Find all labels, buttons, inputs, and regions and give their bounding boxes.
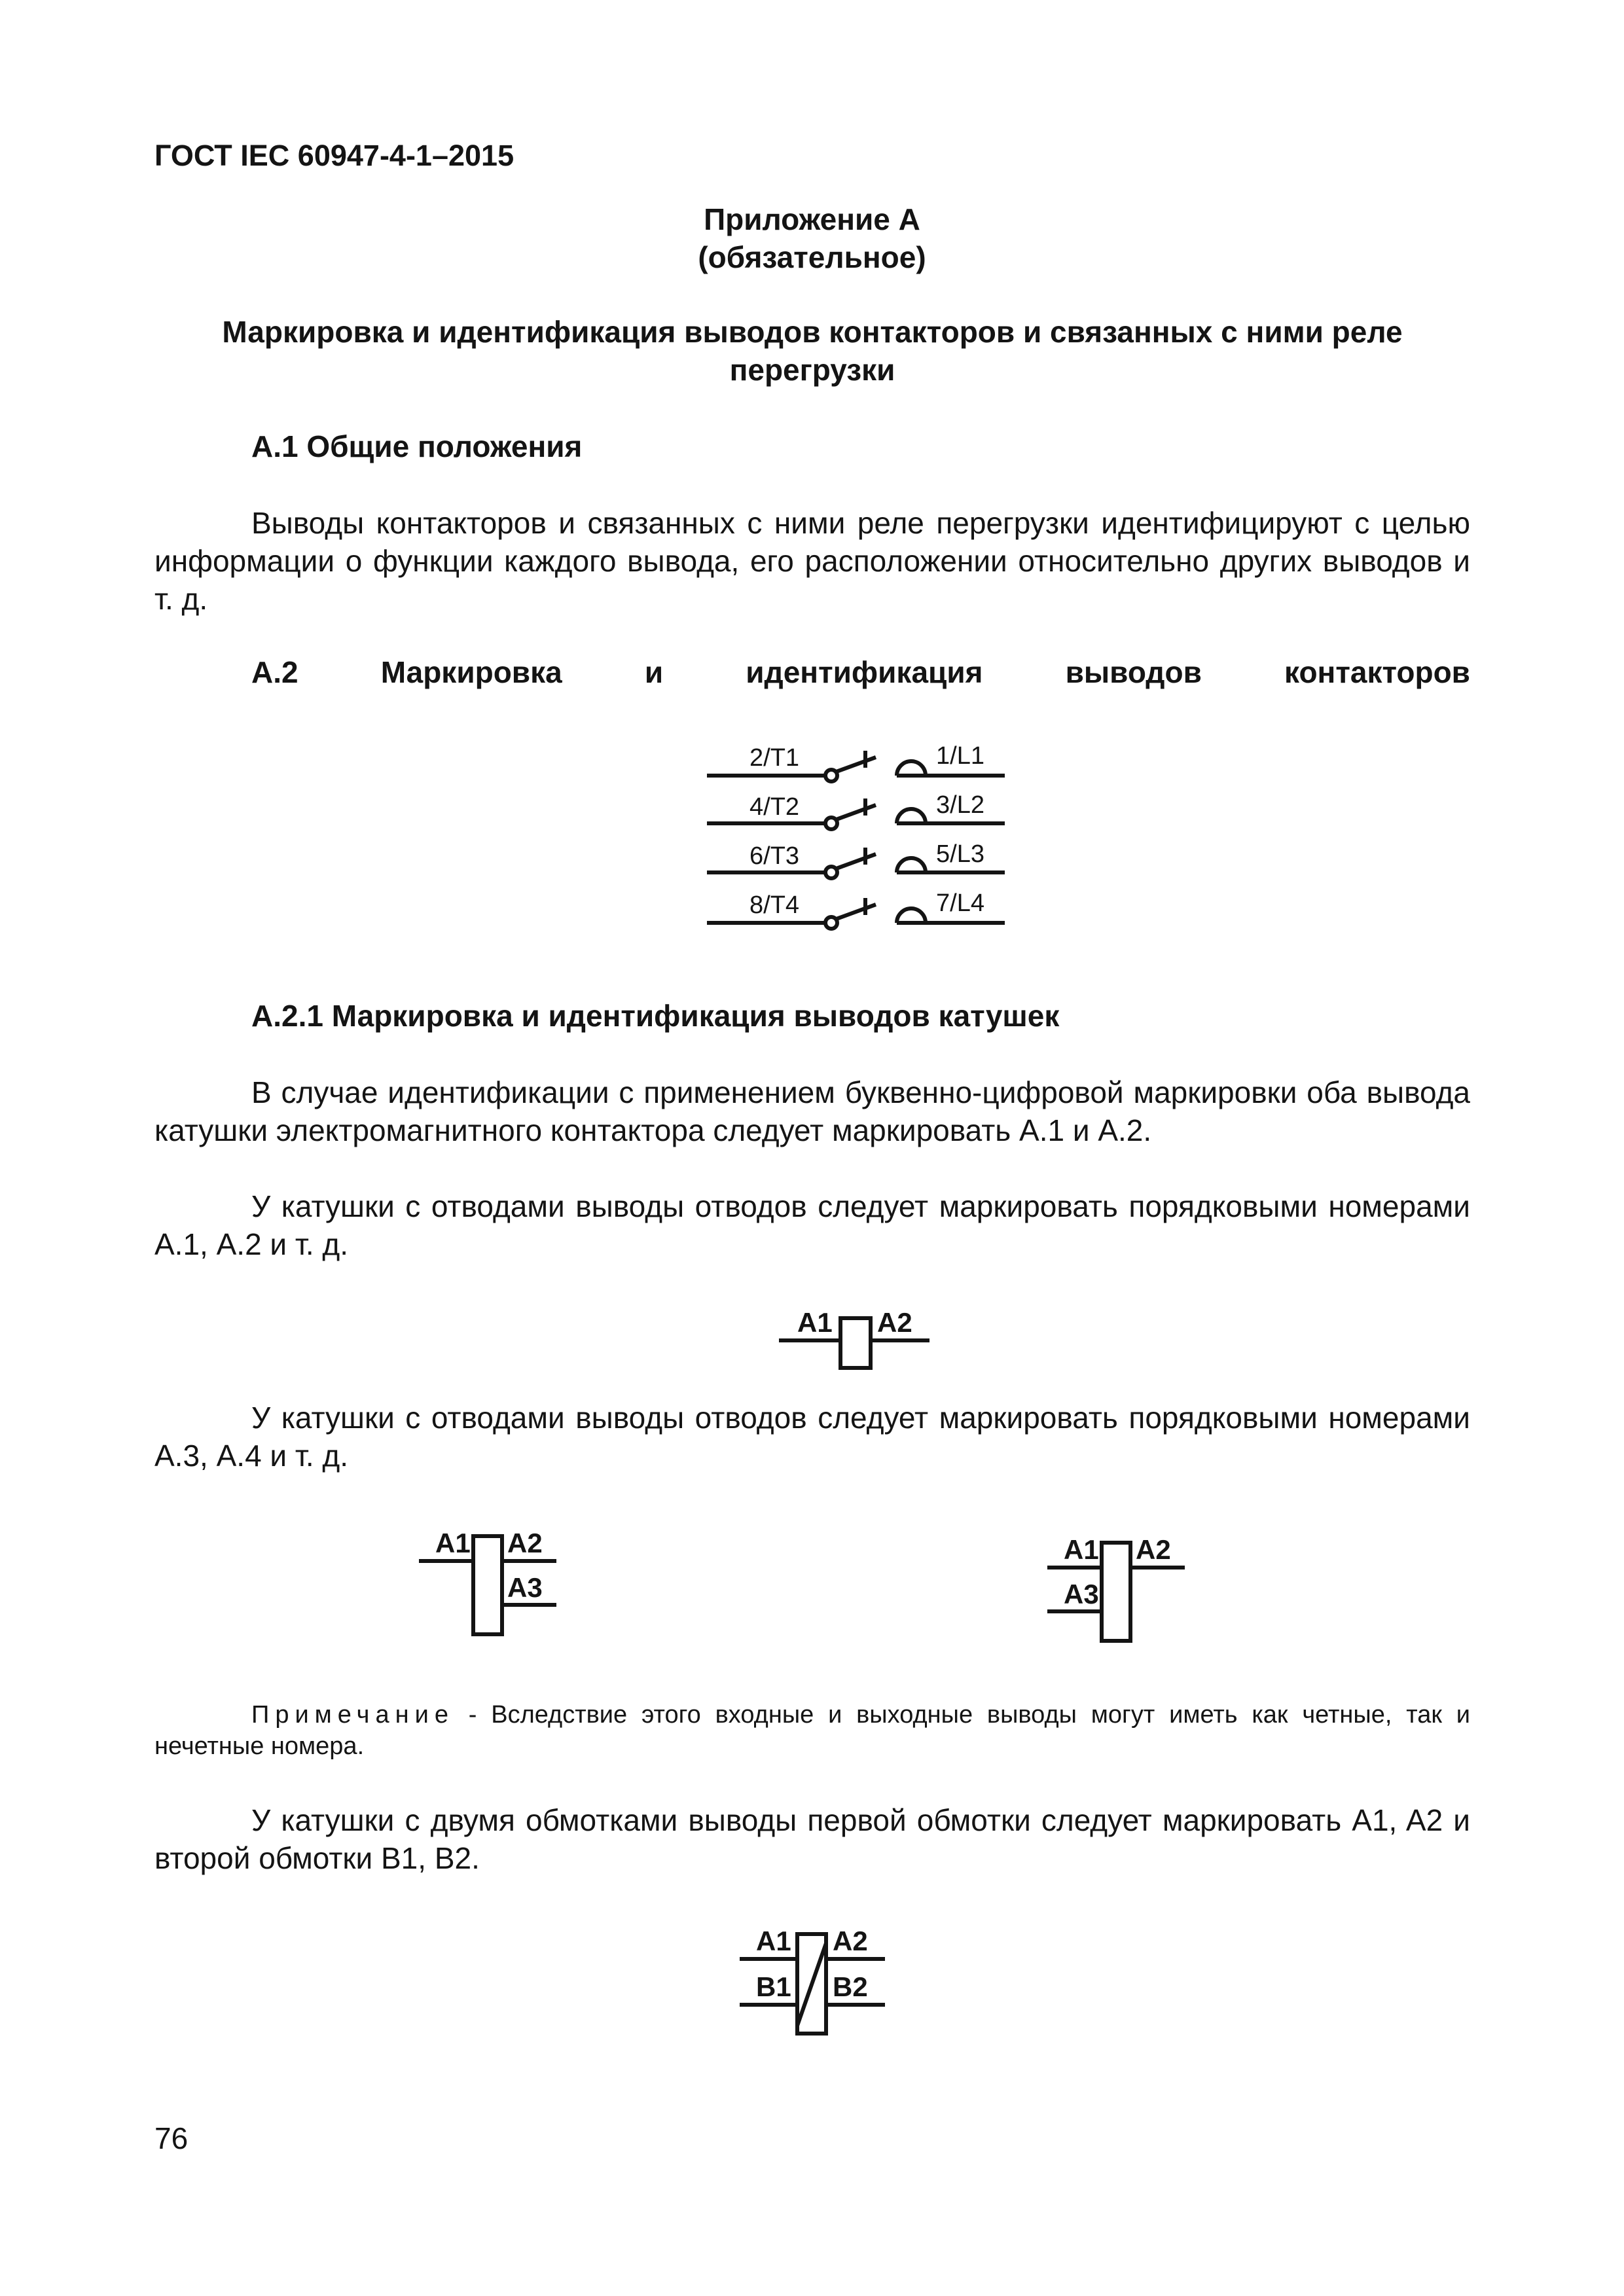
appendix-status: (обязательное) (698, 240, 926, 274)
note-text: - Вследствие этого входные и выходные выводы могут иметь как четные, так и нечетные номера. (154, 1701, 1470, 1760)
contactor-terminals-diagram (700, 736, 1015, 946)
heading-word: и (644, 655, 664, 689)
coil-terminal-label: A2 (833, 1926, 868, 1956)
winding-divider (797, 1943, 826, 2026)
coil-terminal-label: A2 (507, 1528, 543, 1558)
right-terminal-label: 5/L3 (936, 840, 984, 868)
left-terminal-label: 4/T2 (749, 793, 800, 821)
section-a1-text: Выводы контакторов и связанных с ними реле перегрузки идентифицируют с целью информации о функции каждого вывода, его расположении относительно других выводов и т. д. (154, 506, 1470, 616)
coil-terminal-label: A1 (1064, 1534, 1099, 1565)
document-title: Маркировка и идентификация выводов контакторов и связанных с ними реле перегрузки (222, 315, 1403, 387)
heading-word: контакторов (1284, 655, 1470, 689)
coil-tap-label: A3 (1064, 1579, 1099, 1609)
left-terminal-label: 8/T4 (749, 891, 800, 919)
contact-arc (897, 809, 926, 823)
heading-word: выводов (1065, 655, 1202, 689)
coil-diagram-two-windings (733, 1921, 903, 2045)
coil-terminal-label: A1 (797, 1307, 833, 1338)
section-a21-para1: В случае идентификации с применением буквенно-цифровой маркировки оба вывода катушки электромагнитного контактора следует маркировать А.1 и А.2. (154, 1075, 1470, 1147)
coil-terminal-label: A2 (877, 1307, 912, 1338)
standard-designation: ГОСТ IEC 60947-4-1–2015 (154, 139, 514, 172)
coil-terminal-label: A1 (756, 1926, 791, 1956)
section-a2-heading (251, 655, 1470, 690)
section-a1-heading: А.1 Общие положения (251, 429, 583, 463)
left-terminal-label: 6/T3 (749, 842, 800, 870)
note-label: Примечание (251, 1701, 454, 1729)
coil-body (1102, 1543, 1130, 1641)
coil-body (840, 1318, 871, 1368)
note (154, 1699, 1470, 1762)
right-terminal-label: 1/L1 (936, 742, 984, 770)
right-terminal-label: 3/L2 (936, 791, 984, 819)
coil-diagram-tap-right (416, 1518, 573, 1643)
contact-blade (835, 757, 876, 772)
coil-terminal-label: B2 (833, 1971, 868, 2002)
section-a21-para3: У катушки с отводами выводы отводов следует маркировать порядковыми номерами А.3, А.4 и т. д. (154, 1401, 1470, 1473)
contact-arc (897, 761, 926, 776)
contact-blade (835, 854, 876, 869)
contact-arc (897, 858, 926, 872)
section-a21-heading: А.2.1 Маркировка и идентификация выводов катушек (251, 999, 1060, 1033)
coil-terminal-label: B1 (756, 1971, 791, 2002)
heading-word: Маркировка (380, 655, 562, 689)
section-a21-para2: У катушки с отводами выводы отводов следует маркировать порядковыми номерами А.1, А.2 и т. д. (154, 1189, 1470, 1261)
coil-terminal-label: A1 (435, 1528, 471, 1558)
section-a21-para4: У катушки с двумя обмотками выводы первой обмотки следует маркировать A1, A2 и второй обмотки B1, B2. (154, 1803, 1470, 1875)
heading-word: А.2 (251, 655, 298, 689)
page-number: 76 (154, 2121, 189, 2155)
appendix-title: Приложение А (704, 202, 920, 236)
coil-diagram-simple (772, 1302, 943, 1381)
heading-word: идентификация (746, 655, 983, 689)
contact-blade (835, 905, 876, 920)
left-terminal-label: 2/T1 (749, 744, 800, 772)
coil-terminal-label: A2 (1136, 1534, 1171, 1565)
contact-arc (897, 908, 926, 923)
appendix-header (0, 200, 1624, 276)
coil-body (473, 1536, 502, 1634)
right-terminal-label: 7/L4 (936, 889, 984, 917)
coil-diagram-tap-left (1044, 1525, 1201, 1649)
contact-blade (835, 805, 876, 820)
coil-tap-label: A3 (507, 1572, 543, 1603)
